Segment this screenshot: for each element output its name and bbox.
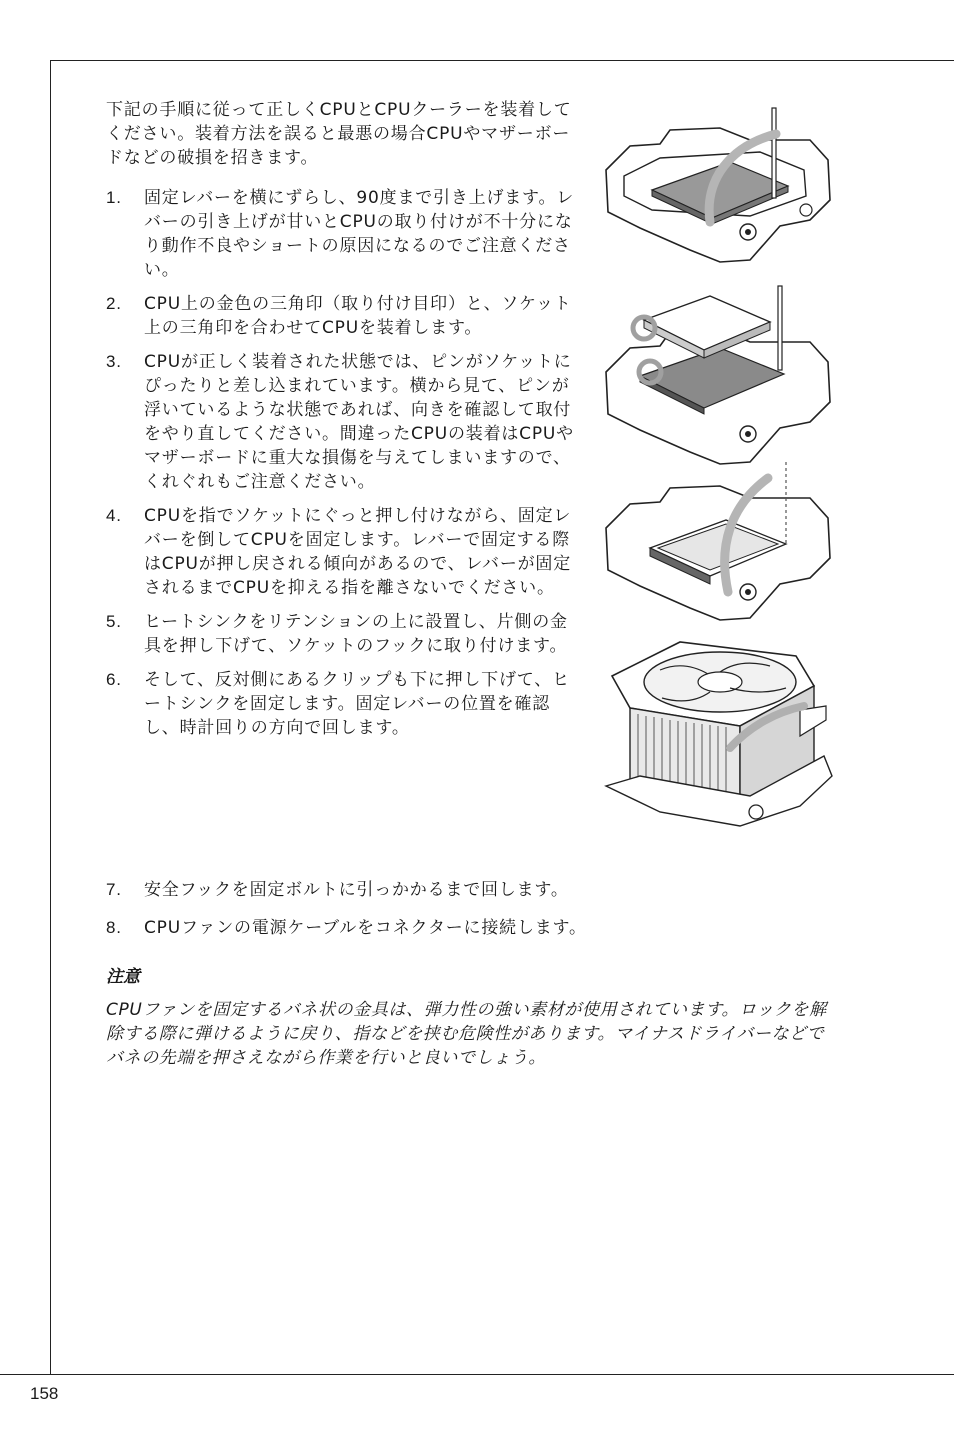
page-number: 158 — [30, 1384, 59, 1403]
lever-closing-illustration — [600, 456, 836, 626]
note-body: CPUファンを固定するバネ状の金具は、弾力性の強い素材が使用されています。ロックを解除する際に弾けるように戻り、指などを挟む危険性があります。マイナスドライバーなどでバネの先端を押さえながら作業を行いと良いでしょう。 — [106, 1000, 827, 1068]
step-8 — [106, 916, 704, 940]
cpu-alignment-illustration — [600, 282, 836, 470]
socket-lever-raised-illustration — [600, 100, 836, 268]
step-text: CPUが正しく装着された状態では、ピンがソケットにぴったりと差し込まれています。横から見て、ピンが浮いているような状態であれば、向きを確認して取付をやり直してください。間違ったCPUの装着はCPUやマザーボードに重大な損傷を与えてしまいますので、くれぐれもご注意ください。 — [144, 352, 574, 492]
step-number: 5. — [106, 612, 122, 631]
page-frame-left-rule — [50, 60, 51, 1374]
page-frame-top-rule — [50, 60, 954, 61]
step-number: 6. — [106, 670, 122, 689]
step-text: 固定レバーを横にずらし、90度まで引き上げます。レバーの引き上げが甘いとCPUの取り付けが不十分になり動作不良やショートの原因になるのでご注意ください。 — [144, 188, 575, 280]
step-number: 8. — [106, 918, 122, 937]
step-4 — [106, 504, 584, 600]
step-2 — [106, 292, 584, 340]
step-text: そして、反対側にあるクリップも下に押し下げて、ヒートシンクを固定します。固定レバーの位置を確認し、時計回りの方向で回します。 — [144, 670, 570, 738]
step-number: 3. — [106, 352, 122, 371]
step-text: CPUファンの電源ケーブルをコネクターに接続します。 — [144, 918, 587, 938]
step-number: 4. — [106, 506, 122, 525]
step-number: 7. — [106, 880, 122, 899]
intro-paragraph: 下記の手順に従って正しくCPUとCPUクーラーを装着してください。装着方法を誤ると最悪の場合CPUやマザーボードなどの破損を招きます。 — [106, 100, 572, 168]
step-text: ヒートシンクをリテンションの上に設置し、片側の金具を押し下げて、ソケットのフックに取り付けます。 — [144, 612, 568, 656]
step-6 — [106, 668, 584, 740]
step-text: 安全フックを固定ボルトに引っかかるまで回します。 — [144, 880, 569, 900]
step-5 — [106, 610, 584, 658]
step-text: CPUを指でソケットにぐっと押し付けながら、固定レバーを倒してCPUを固定します。レバーで固定する際はCPUが押し戻される傾向があるので、レバーが固定されるまでCPUを抑える指を離さないでください。 — [144, 506, 572, 598]
note-title: 注意 — [106, 967, 140, 987]
step-1 — [106, 186, 584, 282]
step-3 — [106, 350, 584, 494]
heatsink-fan-illustration — [600, 636, 836, 836]
step-number: 1. — [106, 188, 122, 207]
page-footer-rule — [0, 1374, 954, 1375]
step-number: 2. — [106, 294, 122, 313]
installation-steps — [106, 186, 584, 740]
step-text: CPU上の金色の三角印（取り付け目印）と、ソケット上の三角印を合わせてCPUを装着します。 — [144, 294, 572, 338]
step-7 — [106, 878, 704, 902]
